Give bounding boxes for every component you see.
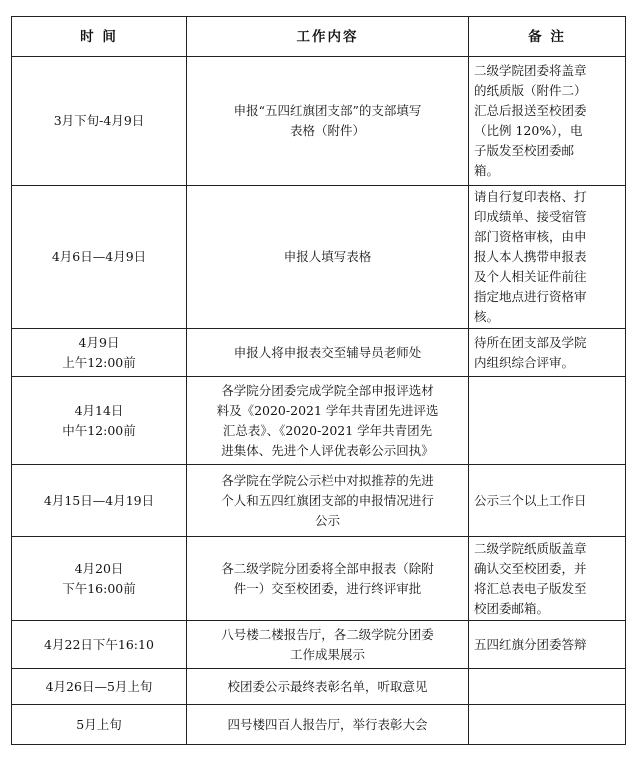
table-row (12, 705, 626, 745)
header-content: 工作内容 (187, 17, 469, 57)
time-cell: 3月下旬-4月9日 (12, 57, 187, 186)
content-cell: 八号楼二楼报告厅，各二级学院分团委 工作成果展示 (187, 621, 469, 669)
content-cell: 申报人将申报表交至辅导员老师处 (187, 329, 469, 377)
remark-cell: 待所在团支部及学院 内组织综合评审。 (469, 329, 626, 377)
table-row (12, 329, 626, 377)
content-cell: 四号楼四百人报告厅，举行表彰大会 (187, 705, 469, 745)
content-cell: 各学院在学院公示栏中对拟推荐的先进 个人和五四红旗团支部的申报情况进行 公示 (187, 465, 469, 537)
remark-cell: 公示三个以上工作日 (469, 465, 626, 537)
table-row (12, 465, 626, 537)
schedule-table (11, 16, 626, 745)
time-cell: 4月22日下午16:10 (12, 621, 187, 669)
table-row (12, 669, 626, 705)
table-row (12, 186, 626, 329)
remark-cell: 二级学院纸质版盖章 确认交至校团委，并 将汇总表电子版发至 校团委邮箱。 (469, 537, 626, 621)
time-cell: 4月26日—5月上旬 (12, 669, 187, 705)
header-row (12, 17, 626, 57)
time-cell: 4月15日—4月19日 (12, 465, 187, 537)
content-cell: 各二级学院分团委将全部申报表（除附 件一）交至校团委，进行终评审批 (187, 537, 469, 621)
content-cell: 校团委公示最终表彰名单，听取意见 (187, 669, 469, 705)
time-cell: 4月14日 中午12:00前 (12, 377, 187, 465)
table-row (12, 57, 626, 186)
table-row (12, 621, 626, 669)
remark-cell: 五四红旗分团委答辩 (469, 621, 626, 669)
remark-cell: 二级学院团委将盖章 的纸质版（附件二） 汇总后报送至校团委 （比例 120%），电 子版发至校团委邮 箱。 (469, 57, 626, 186)
content-cell: 申报“五四红旗团支部”的支部填写 表格（附件） (187, 57, 469, 186)
table-row (12, 377, 626, 465)
header-time: 时 间 (12, 17, 187, 57)
content-cell: 各学院分团委完成学院全部申报评选材 料及《2020-2021 学年共青团先进评选 汇总表》、《2020-2021 学年共青团先 进集体、先进个人评优表彰公示回执》 (187, 377, 469, 465)
time-cell: 4月20日 下午16:00前 (12, 537, 187, 621)
content-cell: 申报人填写表格 (187, 186, 469, 329)
header-remark: 备 注 (469, 17, 626, 57)
remark-cell (469, 669, 626, 705)
remark-cell (469, 377, 626, 465)
time-cell: 5月上旬 (12, 705, 187, 745)
time-cell: 4月9日 上午12:00前 (12, 329, 187, 377)
table-row (12, 537, 626, 621)
time-cell: 4月6日—4月9日 (12, 186, 187, 329)
remark-cell: 请自行复印表格、打 印成绩单、接受宿管 部门资格审核，由申 报人本人携带申报表 及个人相关证件前往 指定地点进行资格审 核。 (469, 186, 626, 329)
remark-cell (469, 705, 626, 745)
